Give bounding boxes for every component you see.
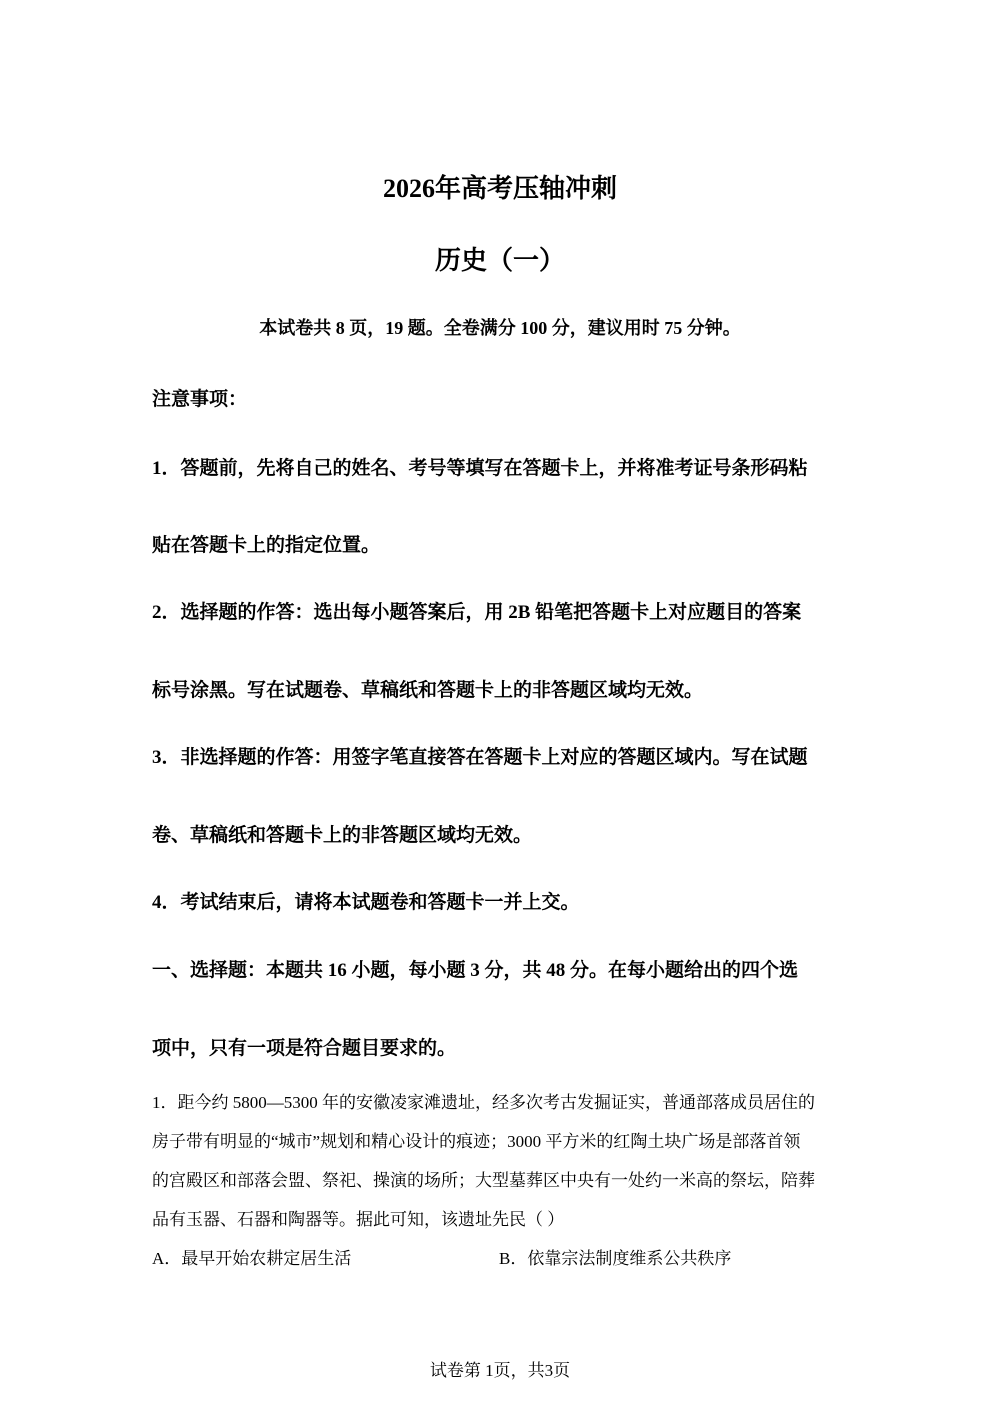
section-heading-line1: 一、选择题：本题共 16 小题，每小题 3 分，共 48 分。在每小题给出的四个选 [152, 960, 799, 981]
notice-item-2-line2: 标号涂黑。写在试题卷、草稿纸和答题卡上的非答题区域均无效。 [152, 680, 704, 701]
question-1-line1: 1．距今约 5800—5300 年的安徽凌家滩遗址，经多次考古发掘证实，普通部落成员居住的 [152, 1093, 815, 1112]
page-footer: 试卷第 1页，共3页 [429, 1361, 571, 1380]
exam-intro: 本试卷共 8 页，19 题。全卷满分 100 分，建议用时 75 分钟。 [259, 318, 741, 338]
notice-heading: 注意事项： [152, 389, 248, 410]
section-heading-line2: 项中，只有一项是符合题目要求的。 [152, 1038, 457, 1059]
notice-item-4: 4．考试结束后，请将本试题卷和答题卡一并上交。 [152, 892, 580, 913]
notice-item-1-line2: 贴在答题卡上的指定位置。 [152, 535, 381, 556]
notice-item-3-line1: 3．非选择题的作答：用签字笔直接答在答题卡上对应的答题区域内。写在试题 [152, 747, 808, 768]
question-1-line4: 品有玉器、石器和陶器等。据此可知，该遗址先民（ ） [152, 1210, 565, 1229]
option-b: B．依靠宗法制度维系公共秩序 [499, 1249, 732, 1268]
notice-item-3-line2: 卷、草稿纸和答题卡上的非答题区域均无效。 [152, 825, 533, 846]
question-1-line2: 房子带有明显的“城市”规划和精心设计的痕迹；3000 平方米的红陶土块广场是部落首领 [152, 1132, 801, 1151]
notice-item-2-line1: 2．选择题的作答：选出每小题答案后，用 2B 铅笔把答题卡上对应题目的答案 [152, 602, 802, 623]
option-a: A．最早开始农耕定居生活 [152, 1249, 352, 1268]
notice-item-1-line1: 1．答题前，先将自己的姓名、考号等填写在答题卡上，并将准考证号条形码粘 [152, 458, 808, 479]
page-subtitle: 历史（一） [434, 246, 565, 275]
page-title: 2026年高考压轴冲刺 [382, 174, 617, 203]
question-1-line3: 的宫殿区和部落会盟、祭祀、操演的场所；大型墓葬区中央有一处约一米高的祭坛，陪葬 [152, 1171, 815, 1190]
